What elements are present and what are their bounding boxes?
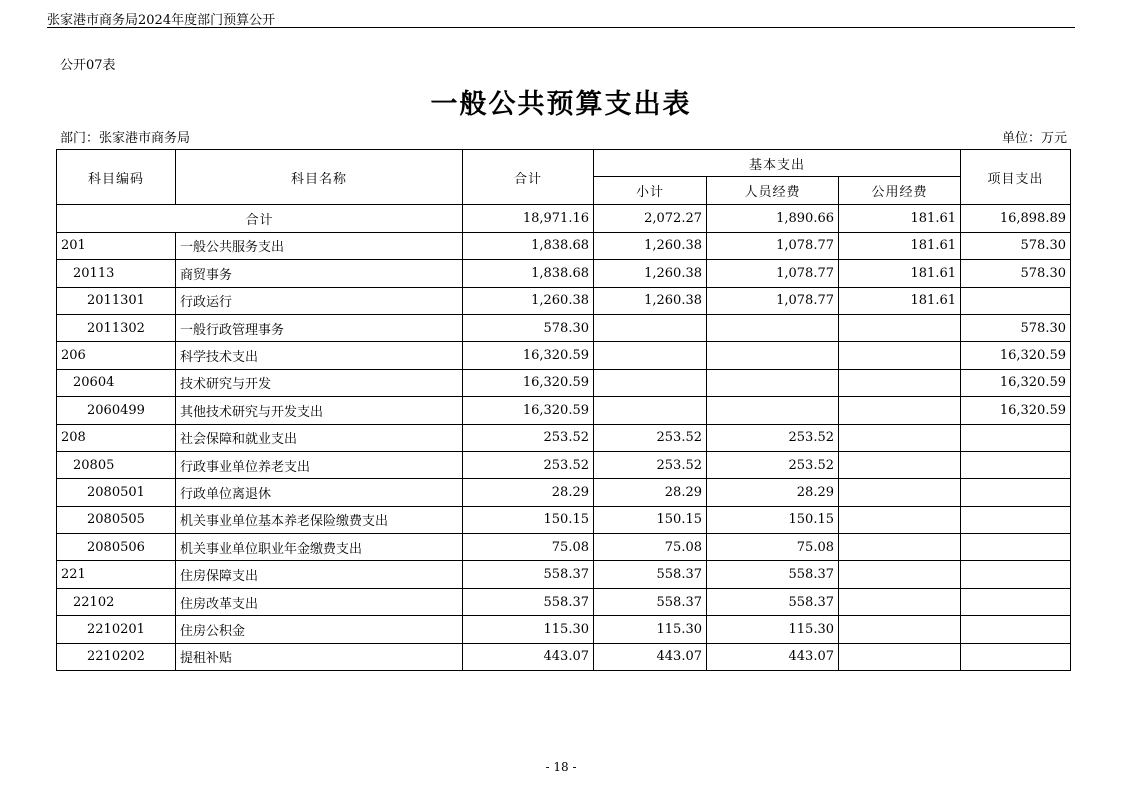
row-name: 行政运行 xyxy=(176,287,463,314)
row-subtotal: 150.15 xyxy=(594,506,707,533)
row-code: 22102 xyxy=(57,588,176,615)
row-project: 578.30 xyxy=(961,232,1071,259)
row-name: 一般行政管理事务 xyxy=(176,314,463,341)
row-name: 社会保障和就业支出 xyxy=(176,424,463,451)
row-public xyxy=(839,451,961,478)
row-personnel xyxy=(707,342,839,369)
total-row-total: 18,971.16 xyxy=(463,205,594,232)
row-personnel: 28.29 xyxy=(707,479,839,506)
row-name: 机关事业单位基本养老保险缴费支出 xyxy=(176,506,463,533)
row-project xyxy=(961,287,1071,314)
table-body xyxy=(57,205,1071,671)
table-row xyxy=(57,397,1071,424)
row-public xyxy=(839,616,961,643)
header-divider xyxy=(47,27,1075,28)
row-public xyxy=(839,314,961,341)
total-row-project: 16,898.89 xyxy=(961,205,1071,232)
row-total: 253.52 xyxy=(463,451,594,478)
running-header: 张家港市商务局2024年度部门预算公开 xyxy=(47,13,276,28)
row-public xyxy=(839,561,961,588)
row-public: 181.61 xyxy=(839,287,961,314)
row-personnel: 1,078.77 xyxy=(707,232,839,259)
row-code: 208 xyxy=(57,424,176,451)
row-project xyxy=(961,424,1071,451)
row-subtotal: 558.37 xyxy=(594,561,707,588)
row-project xyxy=(961,588,1071,615)
row-public xyxy=(839,479,961,506)
row-code: 201 xyxy=(57,232,176,259)
row-code: 2080506 xyxy=(57,534,176,561)
row-code: 20805 xyxy=(57,451,176,478)
table-row xyxy=(57,506,1071,533)
row-total: 150.15 xyxy=(463,506,594,533)
document-title: 一般公共预算支出表 xyxy=(430,89,692,120)
row-code: 2080501 xyxy=(57,479,176,506)
row-project: 578.30 xyxy=(961,314,1071,341)
row-total: 558.37 xyxy=(463,561,594,588)
total-row-personnel: 1,890.66 xyxy=(707,205,839,232)
row-code: 2060499 xyxy=(57,397,176,424)
table-row xyxy=(57,369,1071,396)
table-row xyxy=(57,643,1071,670)
row-personnel: 558.37 xyxy=(707,588,839,615)
row-total: 16,320.59 xyxy=(463,369,594,396)
row-public xyxy=(839,342,961,369)
table-number: 公开07表 xyxy=(60,58,116,73)
table-row xyxy=(57,616,1071,643)
row-public: 181.61 xyxy=(839,232,961,259)
row-total: 558.37 xyxy=(463,588,594,615)
header-name: 科目名称 xyxy=(176,150,463,205)
unit-label: 单位：万元 xyxy=(1001,131,1067,146)
row-name: 其他技术研究与开发支出 xyxy=(176,397,463,424)
row-code: 221 xyxy=(57,561,176,588)
row-subtotal: 253.52 xyxy=(594,424,707,451)
row-subtotal: 28.29 xyxy=(594,479,707,506)
row-subtotal: 253.52 xyxy=(594,451,707,478)
table-row xyxy=(57,588,1071,615)
row-total: 1,838.68 xyxy=(463,260,594,287)
row-code: 2210201 xyxy=(57,616,176,643)
row-total: 253.52 xyxy=(463,424,594,451)
header-subtotal: 小计 xyxy=(594,177,707,205)
row-subtotal xyxy=(594,342,707,369)
row-total: 16,320.59 xyxy=(463,397,594,424)
row-total: 75.08 xyxy=(463,534,594,561)
row-code: 20113 xyxy=(57,260,176,287)
row-total: 578.30 xyxy=(463,314,594,341)
header-code: 科目编码 xyxy=(57,150,176,205)
row-project xyxy=(961,479,1071,506)
header-total: 合计 xyxy=(463,150,594,205)
row-name: 行政单位离退休 xyxy=(176,479,463,506)
row-subtotal xyxy=(594,397,707,424)
total-row-label: 合计 xyxy=(57,205,463,232)
row-total: 1,838.68 xyxy=(463,232,594,259)
row-total: 28.29 xyxy=(463,479,594,506)
total-row-subtotal: 2,072.27 xyxy=(594,205,707,232)
row-total: 443.07 xyxy=(463,643,594,670)
row-public xyxy=(839,588,961,615)
table-row xyxy=(57,287,1071,314)
page-number: - 18 - xyxy=(545,760,577,774)
table-row xyxy=(57,232,1071,259)
table-row xyxy=(57,561,1071,588)
budget-table xyxy=(56,149,1071,671)
row-personnel: 1,078.77 xyxy=(707,287,839,314)
row-name: 提租补贴 xyxy=(176,643,463,670)
row-name: 住房公积金 xyxy=(176,616,463,643)
row-subtotal: 1,260.38 xyxy=(594,232,707,259)
row-project xyxy=(961,451,1071,478)
row-personnel: 115.30 xyxy=(707,616,839,643)
row-personnel: 75.08 xyxy=(707,534,839,561)
row-project xyxy=(961,561,1071,588)
row-public xyxy=(839,506,961,533)
row-project xyxy=(961,534,1071,561)
row-project: 16,320.59 xyxy=(961,342,1071,369)
row-public xyxy=(839,424,961,451)
row-name: 一般公共服务支出 xyxy=(176,232,463,259)
department-label: 部门：张家港市商务局 xyxy=(60,131,191,146)
table-header xyxy=(57,150,1071,205)
row-public xyxy=(839,534,961,561)
table-row xyxy=(57,424,1071,451)
row-code: 2011301 xyxy=(57,287,176,314)
row-name: 行政事业单位养老支出 xyxy=(176,451,463,478)
row-project: 16,320.59 xyxy=(961,369,1071,396)
row-subtotal: 1,260.38 xyxy=(594,260,707,287)
row-code: 20604 xyxy=(57,369,176,396)
row-personnel: 253.52 xyxy=(707,451,839,478)
row-personnel: 558.37 xyxy=(707,561,839,588)
row-project: 16,320.59 xyxy=(961,397,1071,424)
row-personnel xyxy=(707,397,839,424)
row-public xyxy=(839,643,961,670)
row-total: 1,260.38 xyxy=(463,287,594,314)
table-row xyxy=(57,260,1071,287)
row-project xyxy=(961,643,1071,670)
row-subtotal: 558.37 xyxy=(594,588,707,615)
table-row xyxy=(57,314,1071,341)
row-personnel: 443.07 xyxy=(707,643,839,670)
row-code: 2011302 xyxy=(57,314,176,341)
table-row xyxy=(57,534,1071,561)
table-row xyxy=(57,342,1071,369)
row-code: 206 xyxy=(57,342,176,369)
row-name: 机关事业单位职业年金缴费支出 xyxy=(176,534,463,561)
row-code: 2080505 xyxy=(57,506,176,533)
row-public xyxy=(839,397,961,424)
row-subtotal xyxy=(594,369,707,396)
row-project xyxy=(961,506,1071,533)
row-name: 住房改革支出 xyxy=(176,588,463,615)
row-total: 115.30 xyxy=(463,616,594,643)
header-personnel: 人员经费 xyxy=(707,177,839,205)
row-project: 578.30 xyxy=(961,260,1071,287)
row-subtotal: 75.08 xyxy=(594,534,707,561)
row-public xyxy=(839,369,961,396)
table-row xyxy=(57,479,1071,506)
header-public: 公用经费 xyxy=(839,177,961,205)
row-personnel xyxy=(707,314,839,341)
row-name: 技术研究与开发 xyxy=(176,369,463,396)
row-subtotal: 443.07 xyxy=(594,643,707,670)
row-code: 2210202 xyxy=(57,643,176,670)
row-name: 商贸事务 xyxy=(176,260,463,287)
row-name: 科学技术支出 xyxy=(176,342,463,369)
table-row xyxy=(57,451,1071,478)
row-public: 181.61 xyxy=(839,260,961,287)
row-personnel xyxy=(707,369,839,396)
row-personnel: 253.52 xyxy=(707,424,839,451)
header-basic-expenditure: 基本支出 xyxy=(594,150,961,177)
row-subtotal: 1,260.38 xyxy=(594,287,707,314)
row-personnel: 1,078.77 xyxy=(707,260,839,287)
header-project-expenditure: 项目支出 xyxy=(961,150,1071,205)
total-row-public: 181.61 xyxy=(839,205,961,232)
row-personnel: 150.15 xyxy=(707,506,839,533)
row-name: 住房保障支出 xyxy=(176,561,463,588)
row-project xyxy=(961,616,1071,643)
row-total: 16,320.59 xyxy=(463,342,594,369)
row-subtotal: 115.30 xyxy=(594,616,707,643)
total-row xyxy=(57,205,1071,232)
row-subtotal xyxy=(594,314,707,341)
